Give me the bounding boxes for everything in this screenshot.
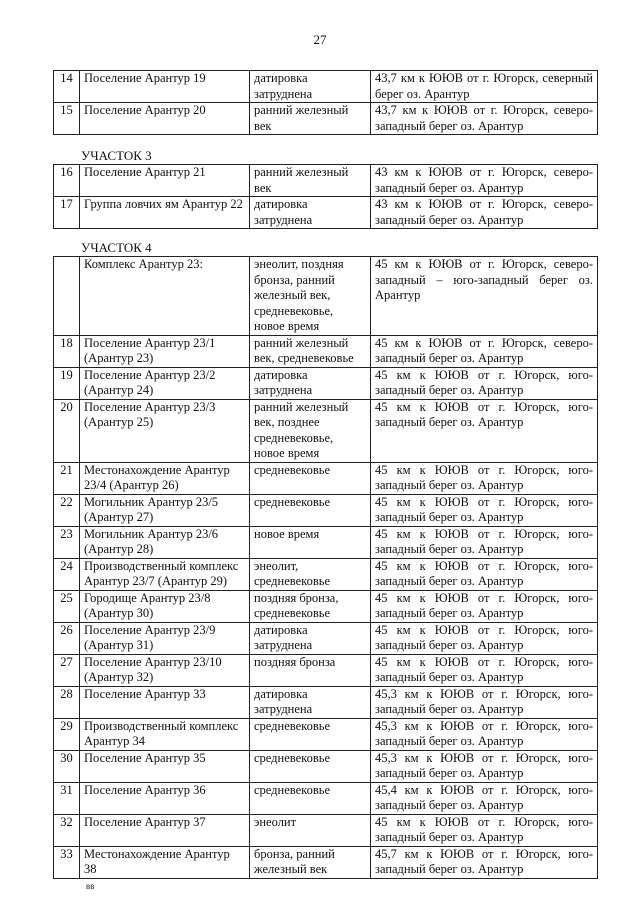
- site-dating: новое время: [250, 526, 371, 558]
- table-uchastok-4: [53, 256, 598, 879]
- row-number: 19: [54, 367, 80, 399]
- row-number: 15: [54, 103, 80, 135]
- site-location: 45 км к ЮЮВ от г. Югорск, юго-западный берег оз. Арантур: [371, 494, 598, 526]
- site-dating: ранний железный век: [250, 165, 371, 197]
- page-number: 27: [313, 32, 327, 47]
- table-row: [54, 462, 598, 494]
- row-number: 22: [54, 494, 80, 526]
- table-row: [54, 750, 598, 782]
- site-location: 45 км к ЮЮВ от г. Югорск, северо-западный – юго-западный берег оз. Арантур: [371, 257, 598, 336]
- table-row: [54, 71, 598, 103]
- table-row: [54, 399, 598, 462]
- row-number: 33: [54, 846, 80, 878]
- site-dating: средневековье: [250, 750, 371, 782]
- site-dating: энеолит, поздняя бронза, ранний железный век, средневековье, новое время: [250, 257, 371, 336]
- row-number: 16: [54, 165, 80, 197]
- table-row: [54, 782, 598, 814]
- site-location: 45 км к ЮЮВ от г. Югорск, юго-западный берег оз. Арантур: [371, 622, 598, 654]
- row-number: 24: [54, 558, 80, 590]
- table-row: [54, 846, 598, 878]
- section-title: УЧАСТОК 4: [81, 240, 152, 255]
- row-number: 18: [54, 335, 80, 367]
- table-body: [54, 165, 598, 229]
- site-location: 45 км к ЮЮВ от г. Югорск, юго-западный берег оз. Арантур: [371, 462, 598, 494]
- row-number: 21: [54, 462, 80, 494]
- site-location: 45,3 км к ЮЮВ от г. Югорск, юго-западный берег оз. Арантур: [371, 718, 598, 750]
- site-name: Комплекс Арантур 23:: [80, 257, 250, 336]
- row-number: 17: [54, 197, 80, 229]
- site-location: 45 км к ЮЮВ от г. Югорск, юго-западный берег оз. Арантур: [371, 558, 598, 590]
- site-name: Поселение Арантур 23/2 (Арантур 24): [80, 367, 250, 399]
- table-row: [54, 718, 598, 750]
- row-number: 14: [54, 71, 80, 103]
- table-row: [54, 622, 598, 654]
- site-name: Поселение Арантур 35: [80, 750, 250, 782]
- site-dating: средневековье: [250, 462, 371, 494]
- site-dating: датировка затруднена: [250, 367, 371, 399]
- site-dating: ранний железный век, средневековье: [250, 335, 371, 367]
- site-name: Поселение Арантур 19: [80, 71, 250, 103]
- footer-mark: вв: [86, 882, 95, 891]
- table-body: [54, 71, 598, 135]
- section-continuation: [53, 70, 598, 135]
- table-row: [54, 590, 598, 622]
- table-row: [54, 103, 598, 135]
- site-location: 45 км к ЮЮВ от г. Югорск, юго-западный берег оз. Арантур: [371, 367, 598, 399]
- site-location: 45 км к ЮЮВ от г. Югорск, северо-западный берег оз. Арантур: [371, 335, 598, 367]
- table-row: [54, 558, 598, 590]
- table-row: [54, 814, 598, 846]
- row-number: 30: [54, 750, 80, 782]
- row-number: 32: [54, 814, 80, 846]
- site-name: Городище Арантур 23/8 (Арантур 30): [80, 590, 250, 622]
- site-name: Могильник Арантур 23/6 (Арантур 28): [80, 526, 250, 558]
- section-uchastok-3: [53, 148, 598, 229]
- site-dating: энеолит, средневековье: [250, 558, 371, 590]
- site-dating: датировка затруднена: [250, 686, 371, 718]
- section-uchastok-4: [53, 240, 598, 879]
- table-row: [54, 257, 598, 336]
- site-location: 45,4 км к ЮЮВ от г. Югорск, юго-западный берег оз. Арантур: [371, 782, 598, 814]
- site-name: Поселение Арантур 33: [80, 686, 250, 718]
- table-row: [54, 526, 598, 558]
- site-dating: датировка затруднена: [250, 622, 371, 654]
- table-continuation: [53, 70, 598, 135]
- site-dating: средневековье: [250, 782, 371, 814]
- site-location: 45 км к ЮЮВ от г. Югорск, юго-западный берег оз. Арантур: [371, 590, 598, 622]
- table-row: [54, 686, 598, 718]
- table-body: [54, 257, 598, 879]
- site-dating: датировка затруднена: [250, 71, 371, 103]
- table-row: [54, 367, 598, 399]
- row-number: 20: [54, 399, 80, 462]
- site-name: Производственный комплекс Арантур 34: [80, 718, 250, 750]
- site-name: Поселение Арантур 36: [80, 782, 250, 814]
- site-dating: ранний железный век, позднее средневековье, новое время: [250, 399, 371, 462]
- site-name: Местонахождение Арантур 38: [80, 846, 250, 878]
- site-dating: бронза, ранний железный век: [250, 846, 371, 878]
- site-name: Поселение Арантур 23/9 (Арантур 31): [80, 622, 250, 654]
- section-title: УЧАСТОК 3: [81, 148, 152, 163]
- site-location: 43,7 км к ЮЮВ от г. Югорск, северо-западный берег оз. Арантур: [371, 103, 598, 135]
- site-name: Поселение Арантур 23/10 (Арантур 32): [80, 654, 250, 686]
- table-row: [54, 654, 598, 686]
- site-dating: средневековье: [250, 718, 371, 750]
- site-dating: средневековье: [250, 494, 371, 526]
- site-name: Производственный комплекс Арантур 23/7 (Арантур 29): [80, 558, 250, 590]
- site-location: 45 км к ЮЮВ от г. Югорск, юго-западный берег оз. Арантур: [371, 399, 598, 462]
- row-number: 31: [54, 782, 80, 814]
- site-location: 43,7 км к ЮЮВ от г. Югорск, северный берег оз. Арантур: [371, 71, 598, 103]
- row-number: 28: [54, 686, 80, 718]
- row-number: 26: [54, 622, 80, 654]
- site-dating: ранний железный век: [250, 103, 371, 135]
- site-location: 45,3 км к ЮЮВ от г. Югорск, юго-западный берег оз. Арантур: [371, 750, 598, 782]
- site-name: Поселение Арантур 20: [80, 103, 250, 135]
- site-name: Группа ловчих ям Арантур 22: [80, 197, 250, 229]
- table-row: [54, 335, 598, 367]
- site-name: Поселение Арантур 23/1 (Арантур 23): [80, 335, 250, 367]
- row-number: 27: [54, 654, 80, 686]
- row-number: 25: [54, 590, 80, 622]
- site-location: 45 км к ЮЮВ от г. Югорск, юго-западный берег оз. Арантур: [371, 814, 598, 846]
- row-number: [54, 257, 80, 336]
- site-location: 45,3 км к ЮЮВ от г. Югорск, юго-западный берег оз. Арантур: [371, 686, 598, 718]
- row-number: 29: [54, 718, 80, 750]
- table-row: [54, 197, 598, 229]
- site-name: Поселение Арантур 37: [80, 814, 250, 846]
- site-dating: датировка затруднена: [250, 197, 371, 229]
- site-dating: поздняя бронза, средневековье: [250, 590, 371, 622]
- site-location: 43 км к ЮЮВ от г. Югорск, северо-западный берег оз. Арантур: [371, 165, 598, 197]
- site-location: 45 км к ЮЮВ от г. Югорск, юго-западный берег оз. Арантур: [371, 526, 598, 558]
- site-dating: поздняя бронза: [250, 654, 371, 686]
- row-number: 23: [54, 526, 80, 558]
- site-name: Могильник Арантур 23/5 (Арантур 27): [80, 494, 250, 526]
- site-location: 45,7 км к ЮЮВ от г. Югорск, юго-западный берег оз. Арантур: [371, 846, 598, 878]
- site-name: Поселение Арантур 21: [80, 165, 250, 197]
- table-row: [54, 165, 598, 197]
- site-location: 43 км к ЮЮВ от г. Югорск, северо-западный берег оз. Арантур: [371, 197, 598, 229]
- site-location: 45 км к ЮЮВ от г. Югорск, юго-западный берег оз. Арантур: [371, 654, 598, 686]
- site-name: Местонахождение Арантур 23/4 (Арантур 26): [80, 462, 250, 494]
- site-name: Поселение Арантур 23/3 (Арантур 25): [80, 399, 250, 462]
- table-row: [54, 494, 598, 526]
- site-dating: энеолит: [250, 814, 371, 846]
- table-uchastok-3: [53, 164, 598, 229]
